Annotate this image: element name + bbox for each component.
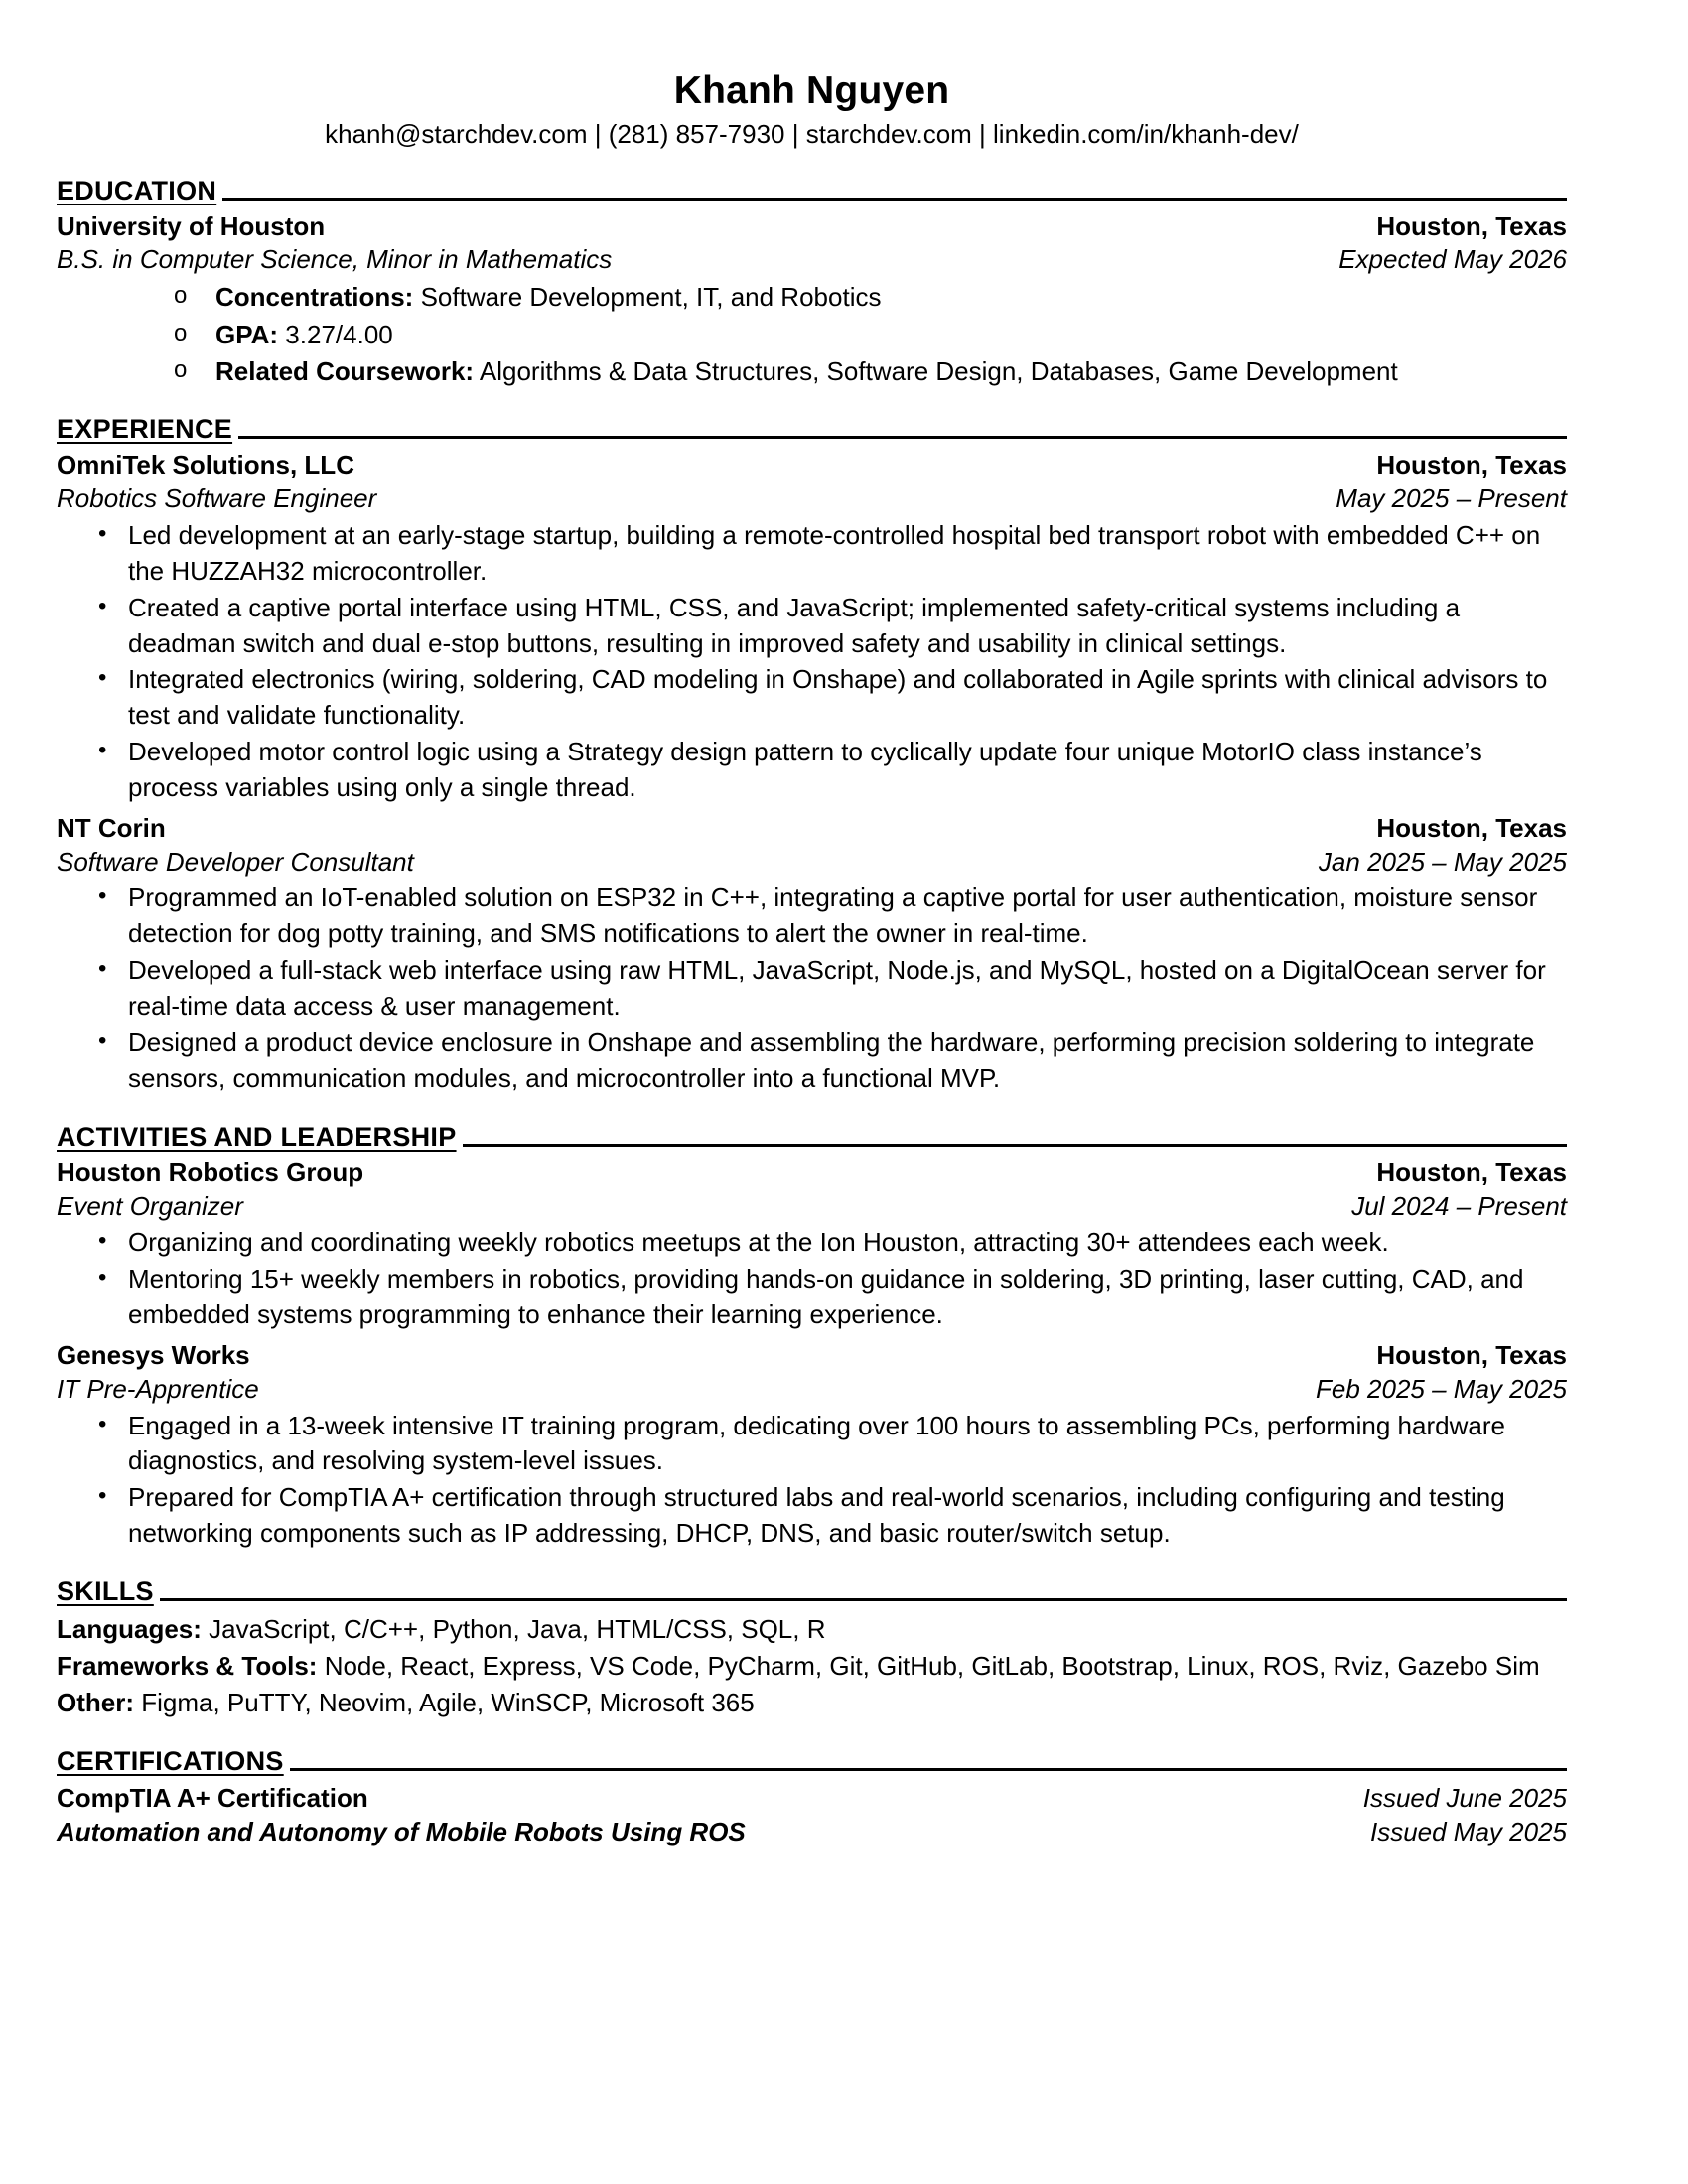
section-header-education: [57, 165, 1567, 205]
education-detail-item: [57, 279, 1567, 315]
education-detail-text: Algorithms & Data Structures, Software Design, Databases, Game Development: [474, 355, 1398, 386]
experience-bullet-item: • Created a captive portal interface using HTML, CSS, and JavaScript; implemented safety-critical systems including a deadman switch and dual e-stop buttons, resulting in improved safety and usability in clinical settings.: [57, 591, 1567, 662]
contact-line: khanh@starchdev.com | (281) 857-7930 | starchdev.com | linkedin.com/in/khanh-dev/: [325, 119, 1299, 150]
certification-date: Issued June 2025: [1362, 1782, 1567, 1813]
activity-organization: Houston Robotics Group: [57, 1157, 364, 1187]
education-location: Houston, Texas: [1376, 210, 1567, 241]
education-degree: B.S. in Computer Science, Minor in Mathematics: [57, 244, 613, 275]
activity-organization: Genesys Works: [57, 1339, 250, 1370]
education-detail-label: GPA:: [215, 319, 279, 349]
activities-entries: [57, 1157, 1567, 1552]
activity-org-row: [57, 1339, 1567, 1373]
activity-location: Houston, Texas: [1376, 1157, 1567, 1187]
experience-entry: [57, 449, 1567, 806]
skill-line: [57, 1648, 1567, 1685]
experience-org-row: [57, 449, 1567, 482]
section-header-activities: [57, 1111, 1567, 1151]
candidate-name: Khanh Nguyen: [673, 69, 950, 112]
section-title-activities: ACTIVITIES AND LEADERSHIP: [57, 1121, 457, 1152]
experience-bullet-item: • Programmed an IoT-enabled solution on ESP32 in C++, integrating a captive portal for user authentication, moisture sensor detection for dog potty training, and SMS notifications to alert the owner in real-time.: [57, 881, 1567, 952]
experience-bullet-list: [57, 518, 1567, 806]
activity-date: Feb 2025 – May 2025: [1316, 1373, 1567, 1404]
section-header-experience: [57, 403, 1567, 443]
certification-name: Automation and Autonomy of Mobile Robots Using ROS: [57, 1817, 746, 1847]
section-title-education: EDUCATION: [57, 175, 217, 205]
experience-organization: NT Corin: [57, 812, 166, 843]
experience-bullet-item: • Integrated electronics (wiring, soldering, CAD modeling in Onshape) and collaborated in Agile sprints with clinical advisors to test and validate functionality.: [57, 662, 1567, 734]
certification-row: [57, 1815, 1567, 1848]
section-rule: [160, 1598, 1567, 1601]
certification-name: CompTIA A+ Certification: [57, 1782, 368, 1813]
experience-bullet-item: • Developed motor control logic using a Strategy design pattern to cyclically update four unique MotorIO class instance’s process variables using only a single thread.: [57, 735, 1567, 806]
experience-entries: [57, 449, 1567, 1096]
section-skills: [57, 1566, 1567, 1721]
skill-category-label: Languages:: [57, 1614, 202, 1645]
section-title-skills: SKILLS: [57, 1576, 154, 1607]
education-detail-text: 3.27/4.00: [278, 319, 393, 349]
section-rule: [463, 1144, 1567, 1147]
skills-lines: [57, 1611, 1567, 1721]
education-detail-list: [57, 279, 1567, 389]
experience-role: Robotics Software Engineer: [57, 483, 377, 514]
certification-row: [57, 1781, 1567, 1815]
activity-entry: [57, 1339, 1567, 1552]
section-rule: [222, 198, 1567, 201]
education-school: University of Houston: [57, 210, 326, 241]
activity-bullet-item: • Engaged in a 13-week intensive IT training program, dedicating over 100 hours to assembling PCs, performing hardware diagnostics, and resolving system-level issues.: [57, 1409, 1567, 1480]
skill-values: Figma, PuTTY, Neovim, Agile, WinSCP, Microsoft 365: [134, 1687, 755, 1717]
section-header-certifications: [57, 1735, 1567, 1775]
experience-bullet-item: • Developed a full-stack web interface using raw HTML, JavaScript, Node.js, and MySQL, hosted on a DigitalOcean server for real-time data access & user management.: [57, 953, 1567, 1024]
skill-category-label: Frameworks & Tools:: [57, 1650, 318, 1681]
section-title-certifications: CERTIFICATIONS: [57, 1745, 284, 1776]
activity-role-row: [57, 1373, 1567, 1407]
section-title-experience: EXPERIENCE: [57, 414, 233, 445]
activity-role-row: [57, 1190, 1567, 1224]
experience-location: Houston, Texas: [1376, 450, 1567, 480]
experience-role-row: [57, 482, 1567, 516]
activity-role: Event Organizer: [57, 1190, 243, 1221]
section-header-skills: [57, 1566, 1567, 1605]
section-education: [57, 165, 1567, 390]
experience-org-row: [57, 812, 1567, 846]
education-detail-item: [57, 353, 1567, 389]
activity-bullet-list: [57, 1225, 1567, 1333]
activity-bullet-item: • Organizing and coordinating weekly robotics meetups at the Ion Houston, attracting 30+ attendees each week.: [57, 1225, 1567, 1261]
activity-bullet-item: • Mentoring 15+ weekly members in robotics, providing hands-on guidance in soldering, 3D printing, laser cutting, CAD, and embedded systems programming to enhance their learning experience.: [57, 1262, 1567, 1333]
activity-date: Jul 2024 – Present: [1351, 1190, 1567, 1221]
activity-org-row: [57, 1157, 1567, 1190]
skill-category-label: Other:: [57, 1687, 134, 1717]
education-school-row: [57, 210, 1567, 244]
certification-list: [57, 1781, 1567, 1849]
experience-entry: [57, 812, 1567, 1097]
section-activities: [57, 1111, 1567, 1552]
education-degree-row: [57, 243, 1567, 277]
activity-location: Houston, Texas: [1376, 1339, 1567, 1370]
education-entry: [57, 210, 1567, 390]
skill-line: [57, 1611, 1567, 1648]
education-detail-label: Concentrations:: [215, 282, 414, 313]
experience-organization: OmniTek Solutions, LLC: [57, 450, 354, 480]
experience-bullet-list: [57, 881, 1567, 1096]
experience-bullet-item: • Led development at an early-stage startup, building a remote-controlled hospital bed transport robot with embedded C++ on the HUZZAH32 microcontroller.: [57, 518, 1567, 590]
experience-role: Software Developer Consultant: [57, 846, 414, 877]
skill-values: Node, React, Express, VS Code, PyCharm, Git, GitHub, GitLab, Bootstrap, Linux, ROS, Rviz, Gazebo Sim: [317, 1650, 1540, 1681]
section-experience: [57, 403, 1567, 1096]
education-date: Expected May 2026: [1338, 244, 1567, 275]
experience-bullet-item: • Designed a product device enclosure in Onshape and assembling the hardware, performing precision soldering to integrate sensors, communication modules, and microcontroller into a functional MVP.: [57, 1025, 1567, 1097]
certification-date: Issued May 2025: [1369, 1817, 1567, 1847]
skill-values: JavaScript, C/C++, Python, Java, HTML/CSS, SQL, R: [201, 1614, 826, 1645]
section-rule: [290, 1768, 1567, 1771]
experience-location: Houston, Texas: [1376, 812, 1567, 843]
activity-role: IT Pre-Apprentice: [57, 1373, 259, 1404]
experience-role-row: [57, 846, 1567, 880]
activity-bullet-list: [57, 1409, 1567, 1553]
activity-entry: [57, 1157, 1567, 1333]
education-detail-item: [57, 317, 1567, 352]
skill-line: [57, 1685, 1567, 1721]
section-certifications: [57, 1735, 1567, 1849]
experience-date: May 2025 – Present: [1336, 483, 1567, 514]
section-rule: [238, 436, 1567, 439]
education-detail-label: Related Coursework:: [215, 355, 475, 386]
activity-bullet-item: • Prepared for CompTIA A+ certification through structured labs and real-world scenarios, including configuring and testing networking components such as IP addressing, DHCP, DNS, and basic router/switch setup.: [57, 1480, 1567, 1552]
education-detail-text: Software Development, IT, and Robotics: [413, 282, 882, 313]
experience-date: Jan 2025 – May 2025: [1318, 846, 1567, 877]
